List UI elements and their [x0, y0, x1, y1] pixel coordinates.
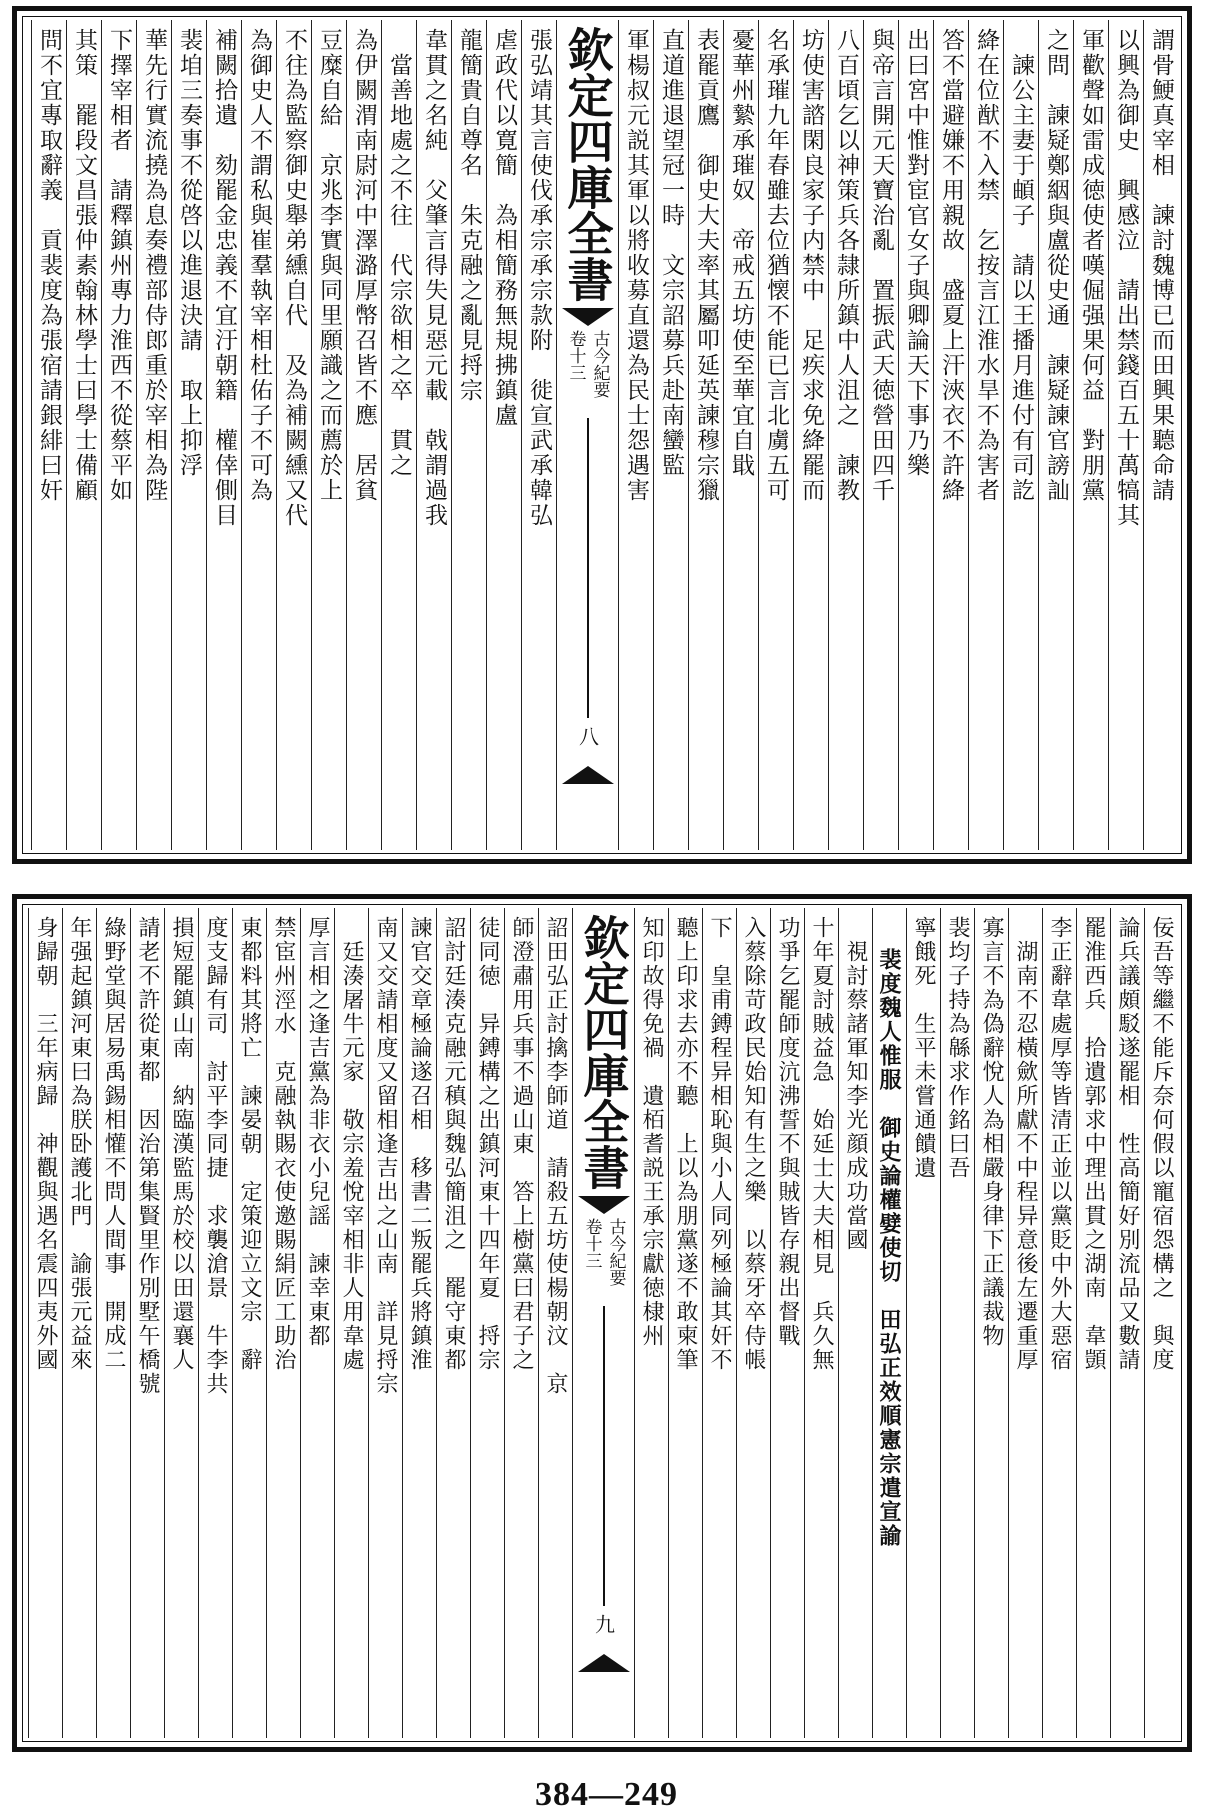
text-column: 十年夏討賊益急 始延士大夫相見 兵久無: [804, 908, 838, 1738]
text-column: 為伊闕渭南尉河中澤潞厚幣召皆不應 居貧: [346, 20, 381, 850]
text-column: 華先行實流撓為息奏禮部侍郎重於宰相為陛: [136, 20, 171, 850]
text-column: 師澄肅用兵事不過山東 答上樹黨曰君子之: [504, 908, 538, 1738]
text-column: 八百頃乞以神策兵各隷所鎮中人沮之 諫教: [828, 20, 863, 850]
text-column: 絳在位猷不入禁 乞按言江淮水旱不為害者: [968, 20, 1003, 850]
text-column: 功爭乞罷師度沆沸誓不與賊皆存親出督戰: [770, 908, 804, 1738]
text-column: 罷淮西兵 拾遺郭求中理出貫之湖南 韋顗: [1076, 908, 1110, 1738]
text-column: 度支歸有司 討平李同捷 求襲滄景 牛李共: [198, 908, 232, 1738]
text-column: 南又交請相度又留相逢吉出之山南 詳見捋宗: [368, 908, 402, 1738]
text-column: 之問 諫疑鄭絪與盧從史通 諫疑諫官謗訕: [1038, 20, 1073, 850]
fish-tail-mark: [578, 1654, 630, 1672]
book-title: 欽定四庫全書: [576, 914, 631, 1190]
text-column: 當善地處之不往 代宗欲相之卒 貫之: [381, 20, 416, 850]
folio-number: 八: [575, 726, 600, 746]
text-column: 為御史人不謂私與崔羣執宰相杜佑子不可為: [241, 20, 276, 850]
fold-caption: [583, 1218, 625, 1286]
text-column: 諫公主妻于頔子 請以王播月進付有司訖: [1003, 20, 1038, 850]
text-column: 東都料其將亡 諫晏朝 定策迎立文宗 辭: [232, 908, 266, 1738]
text-column: 豆糜自給 京兆李實與同里願識之而薦於上: [311, 20, 346, 850]
text-column: 謂骨鯁真宰相 諫討魏博已而田興果聽命請: [1143, 20, 1178, 850]
fish-tail-mark: [562, 308, 614, 326]
text-column: 入蔡除苛政民始知有生之樂 以蔡牙卒侍帳: [736, 908, 770, 1738]
text-column: 韋貫之名純 父肇言得失見惡元載 戟謂過我: [416, 20, 451, 850]
text-column: 龍簡貴自尊名 朱克融之亂見捋宗: [451, 20, 486, 850]
sub-title: 古今紀要: [589, 330, 610, 398]
text-column: 損短罷鎮山南 納臨漢監馬於校以田還襄人: [164, 908, 198, 1738]
top-page-panel: [12, 6, 1192, 864]
text-column: 年强起鎮河東曰為朕卧護北門 諭張元益來: [62, 908, 96, 1738]
text-column: 佞吾等繼不能斥奈何假以寵宿怨構之 與度: [1144, 908, 1178, 1738]
text-column: 補闕拾遺 劾罷金忠義不宜汙朝籍 權倖側目: [206, 20, 241, 850]
text-column: 問不宜專取辭義 貢裴度為張宿請銀緋曰奸: [31, 20, 66, 850]
text-column: 知印故得免禍 遺栢耆説王承宗獻徳棣州: [634, 908, 668, 1738]
text-column: 憂華州縶承璀奴 帝戒五坊使至華宜自戢: [723, 20, 758, 850]
bottom-page-panel: [12, 894, 1192, 1752]
text-column: 湖南不忍橫歛所獻不中程异意後左遷重厚: [1008, 908, 1042, 1738]
text-column: 請老不許從東都 因治第集賢里作別墅午橋號: [130, 908, 164, 1738]
text-column: 禁宦州涇水 克融執賜衣使邀賜絹匠工助治: [266, 908, 300, 1738]
fold-line: [587, 418, 589, 718]
center-fold: [572, 908, 634, 1738]
book-title: 欽定四庫全書: [560, 26, 615, 302]
text-column: 名承璀九年春雖去位猶懐不能已言北虜五可: [758, 20, 793, 850]
text-column: 張弘靖其言使伐承宗承宗款附 徙宣武承韓弘: [521, 20, 556, 850]
text-column: 諫官交章極論遂召相 移書二叛罷兵將鎮淮: [402, 908, 436, 1738]
text-column: 以興為御史 興感泣 請出禁錢百五十萬犒其: [1108, 20, 1143, 850]
text-columns: [26, 20, 1178, 850]
fold-caption: [567, 330, 609, 398]
sub-title: 古今紀要: [605, 1218, 626, 1286]
text-column: 軍楊叔元説其軍以將收募直還為民士怨遇害: [618, 20, 653, 850]
text-column: 直道進退望冠一時 文宗詔募兵赴南蠻監: [653, 20, 688, 850]
text-column: 軍歡聲如雷成徳使者嘆倔强果何益 對朋黨: [1073, 20, 1108, 850]
text-column: 裴垍三奏事不從啓以進退決請 取上抑浮: [171, 20, 206, 850]
text-column: 論兵議頗駁遂罷相 性高簡好別流品又數請: [1110, 908, 1144, 1738]
text-column: 徒同徳 异鎛構之出鎮河東十四年夏 捋宗: [470, 908, 504, 1738]
text-column: 答不當避嫌不用親故 盛夏上汗浹衣不許絳: [933, 20, 968, 850]
volume-label: 卷十三: [565, 330, 586, 381]
text-column: 不往為監察御史舉弟纁自代 及為補闕纁又代: [276, 20, 311, 850]
text-column: 其策 罷段文昌張仲素翰林學士曰學士備顧: [66, 20, 101, 850]
text-column: 虐政代以寛簡 為相簡務無規拂鎮盧: [486, 20, 521, 850]
text-column: 寧餓死 生平未嘗通饋遺: [906, 908, 940, 1738]
text-column: 視討蔡諸軍知李光顔成功當國: [838, 908, 872, 1738]
fish-tail-mark: [578, 1196, 630, 1214]
text-column: 李正辭韋處厚等皆清正並以黨貶中外大惡宿: [1042, 908, 1076, 1738]
text-column: 聽上印求去亦不聽 上以為朋黨遂不敢柬筆: [668, 908, 702, 1738]
text-columns: [26, 908, 1178, 1738]
text-column: 厚言相之逢吉黨為非衣小兒謡 諫幸東都: [300, 908, 334, 1738]
fold-line: [603, 1306, 605, 1606]
text-column: 下擇宰相者 請釋鎮州專力淮西不從蔡平如: [101, 20, 136, 850]
text-column: 表罷貢鷹 御史大夫率其屬叩延英諫穆宗獵: [688, 20, 723, 850]
page-label: 384—249: [535, 1776, 678, 1813]
text-column: 與帝言開元天寶治亂 置振武天徳營田四千: [863, 20, 898, 850]
fish-tail-mark: [562, 766, 614, 784]
text-column: 廷湊屠牛元家 敬宗羞悅宰相非人用韋處: [334, 908, 368, 1738]
text-column: 出曰宮中惟對宦官女子與卿論天下事乃樂: [898, 20, 933, 850]
text-column: 坊使害諮閑良家子内禁中 足疾求免絳罷而: [793, 20, 828, 850]
text-column: 詔田弘正討擒李師道 請殺五坊使楊朝汶 京: [538, 908, 572, 1738]
folio-number: 九: [591, 1614, 616, 1634]
text-column: 寡言不為偽辭悅人為相嚴身律下正議裁物: [974, 908, 1008, 1738]
text-column: 下 皇甫鎛程异相恥與小人同列極論其奸不: [702, 908, 736, 1738]
text-column: 裴度魏人惟服 御史論權嬖使切 田弘正效順憲宗遣宣諭: [872, 908, 906, 1738]
text-column: 詔討廷湊克融元稹與魏弘簡沮之 罷守東都: [436, 908, 470, 1738]
text-column: 身歸朝 三年病歸 神觀與遇名震四夷外國: [28, 908, 62, 1738]
text-column: 裴均子持為緜求作銘曰吾: [940, 908, 974, 1738]
center-fold: [556, 20, 618, 850]
volume-label: 卷十三: [581, 1218, 602, 1269]
text-column: 綠野堂與居易禹錫相懽不問人間事 開成二: [96, 908, 130, 1738]
